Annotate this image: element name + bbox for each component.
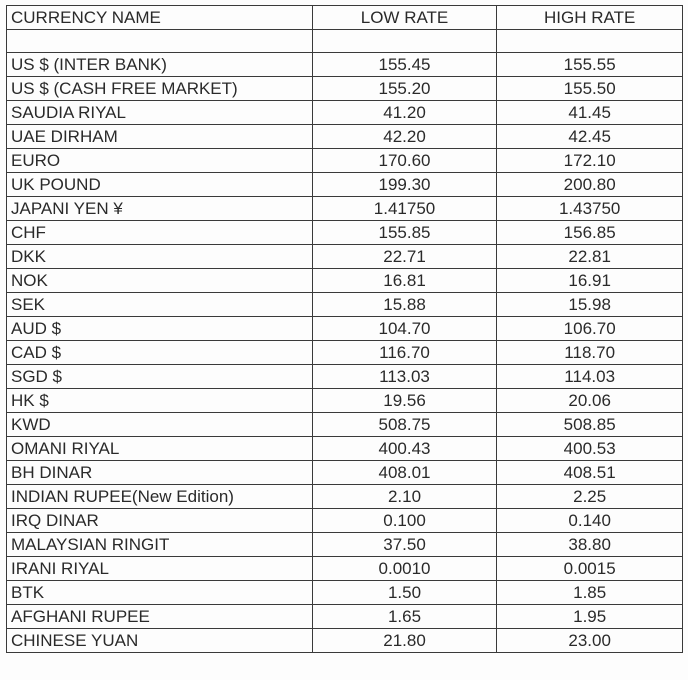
currency-name-cell: IRANI RIYAL bbox=[7, 557, 313, 581]
table-row bbox=[7, 389, 683, 413]
blank-row bbox=[7, 30, 683, 53]
currency-name-cell: KWD bbox=[7, 413, 313, 437]
blank-cell bbox=[7, 30, 313, 53]
high-rate-cell: 118.70 bbox=[497, 341, 683, 365]
high-rate-cell: 1.85 bbox=[497, 581, 683, 605]
currency-name-cell: IRQ DINAR bbox=[7, 509, 313, 533]
table-row bbox=[7, 53, 683, 77]
table-row bbox=[7, 77, 683, 101]
currency-name-cell: HK $ bbox=[7, 389, 313, 413]
table-row bbox=[7, 125, 683, 149]
low-rate-cell: 104.70 bbox=[312, 317, 497, 341]
low-rate-cell: 21.80 bbox=[312, 629, 497, 653]
table-row bbox=[7, 317, 683, 341]
low-rate-cell: 155.20 bbox=[312, 77, 497, 101]
table-row bbox=[7, 365, 683, 389]
table-row bbox=[7, 341, 683, 365]
high-rate-cell: 155.55 bbox=[497, 53, 683, 77]
high-rate-cell: 508.85 bbox=[497, 413, 683, 437]
high-rate-cell: 41.45 bbox=[497, 101, 683, 125]
high-rate-cell: 1.95 bbox=[497, 605, 683, 629]
table-row bbox=[7, 629, 683, 653]
header-row bbox=[7, 6, 683, 30]
column-header-high-rate: HIGH RATE bbox=[497, 6, 683, 30]
table-row bbox=[7, 485, 683, 509]
low-rate-cell: 22.71 bbox=[312, 245, 497, 269]
low-rate-cell: 0.0010 bbox=[312, 557, 497, 581]
table-row bbox=[7, 581, 683, 605]
low-rate-cell: 508.75 bbox=[312, 413, 497, 437]
table-row bbox=[7, 101, 683, 125]
high-rate-cell: 200.80 bbox=[497, 173, 683, 197]
high-rate-cell: 172.10 bbox=[497, 149, 683, 173]
low-rate-cell: 41.20 bbox=[312, 101, 497, 125]
low-rate-cell: 15.88 bbox=[312, 293, 497, 317]
currency-name-cell: CHINESE YUAN bbox=[7, 629, 313, 653]
low-rate-cell: 1.65 bbox=[312, 605, 497, 629]
low-rate-cell: 0.100 bbox=[312, 509, 497, 533]
currency-name-cell: CHF bbox=[7, 221, 313, 245]
table-row bbox=[7, 605, 683, 629]
column-header-low-rate: LOW RATE bbox=[312, 6, 497, 30]
currency-name-cell: INDIAN RUPEE(New Edition) bbox=[7, 485, 313, 509]
high-rate-cell: 0.0015 bbox=[497, 557, 683, 581]
currency-name-cell: CAD $ bbox=[7, 341, 313, 365]
currency-name-cell: DKK bbox=[7, 245, 313, 269]
low-rate-cell: 2.10 bbox=[312, 485, 497, 509]
table-row bbox=[7, 221, 683, 245]
high-rate-cell: 23.00 bbox=[497, 629, 683, 653]
low-rate-cell: 16.81 bbox=[312, 269, 497, 293]
currency-name-cell: SAUDIA RIYAL bbox=[7, 101, 313, 125]
table-body bbox=[7, 53, 683, 653]
high-rate-cell: 106.70 bbox=[497, 317, 683, 341]
low-rate-cell: 155.85 bbox=[312, 221, 497, 245]
low-rate-cell: 116.70 bbox=[312, 341, 497, 365]
blank-cell bbox=[312, 30, 497, 53]
table-row bbox=[7, 245, 683, 269]
currency-name-cell: AUD $ bbox=[7, 317, 313, 341]
high-rate-cell: 408.51 bbox=[497, 461, 683, 485]
table-row bbox=[7, 413, 683, 437]
high-rate-cell: 400.53 bbox=[497, 437, 683, 461]
high-rate-cell: 1.43750 bbox=[497, 197, 683, 221]
table-row bbox=[7, 437, 683, 461]
column-header-currency-name: CURRENCY NAME bbox=[7, 6, 313, 30]
currency-name-cell: MALAYSIAN RINGIT bbox=[7, 533, 313, 557]
high-rate-cell: 2.25 bbox=[497, 485, 683, 509]
currency-rates-table bbox=[6, 5, 683, 653]
table-row bbox=[7, 269, 683, 293]
currency-name-cell: OMANI RIYAL bbox=[7, 437, 313, 461]
table-row bbox=[7, 173, 683, 197]
table-row bbox=[7, 509, 683, 533]
high-rate-cell: 155.50 bbox=[497, 77, 683, 101]
high-rate-cell: 15.98 bbox=[497, 293, 683, 317]
currency-name-cell: SEK bbox=[7, 293, 313, 317]
high-rate-cell: 38.80 bbox=[497, 533, 683, 557]
currency-name-cell: NOK bbox=[7, 269, 313, 293]
high-rate-cell: 114.03 bbox=[497, 365, 683, 389]
low-rate-cell: 42.20 bbox=[312, 125, 497, 149]
high-rate-cell: 16.91 bbox=[497, 269, 683, 293]
low-rate-cell: 37.50 bbox=[312, 533, 497, 557]
table-row bbox=[7, 557, 683, 581]
currency-name-cell: UK POUND bbox=[7, 173, 313, 197]
low-rate-cell: 400.43 bbox=[312, 437, 497, 461]
table-row bbox=[7, 149, 683, 173]
currency-name-cell: BH DINAR bbox=[7, 461, 313, 485]
low-rate-cell: 19.56 bbox=[312, 389, 497, 413]
low-rate-cell: 199.30 bbox=[312, 173, 497, 197]
low-rate-cell: 1.41750 bbox=[312, 197, 497, 221]
high-rate-cell: 42.45 bbox=[497, 125, 683, 149]
low-rate-cell: 170.60 bbox=[312, 149, 497, 173]
high-rate-cell: 0.140 bbox=[497, 509, 683, 533]
table-row bbox=[7, 533, 683, 557]
blank-cell bbox=[497, 30, 683, 53]
high-rate-cell: 22.81 bbox=[497, 245, 683, 269]
low-rate-cell: 155.45 bbox=[312, 53, 497, 77]
currency-name-cell: US $ (INTER BANK) bbox=[7, 53, 313, 77]
currency-name-cell: EURO bbox=[7, 149, 313, 173]
table-row bbox=[7, 293, 683, 317]
currency-name-cell: AFGHANI RUPEE bbox=[7, 605, 313, 629]
currency-name-cell: JAPANI YEN ¥ bbox=[7, 197, 313, 221]
currency-name-cell: SGD $ bbox=[7, 365, 313, 389]
currency-name-cell: UAE DIRHAM bbox=[7, 125, 313, 149]
table-row bbox=[7, 461, 683, 485]
low-rate-cell: 113.03 bbox=[312, 365, 497, 389]
table-row bbox=[7, 197, 683, 221]
high-rate-cell: 20.06 bbox=[497, 389, 683, 413]
high-rate-cell: 156.85 bbox=[497, 221, 683, 245]
low-rate-cell: 1.50 bbox=[312, 581, 497, 605]
currency-name-cell: US $ (CASH FREE MARKET) bbox=[7, 77, 313, 101]
currency-name-cell: BTK bbox=[7, 581, 313, 605]
low-rate-cell: 408.01 bbox=[312, 461, 497, 485]
